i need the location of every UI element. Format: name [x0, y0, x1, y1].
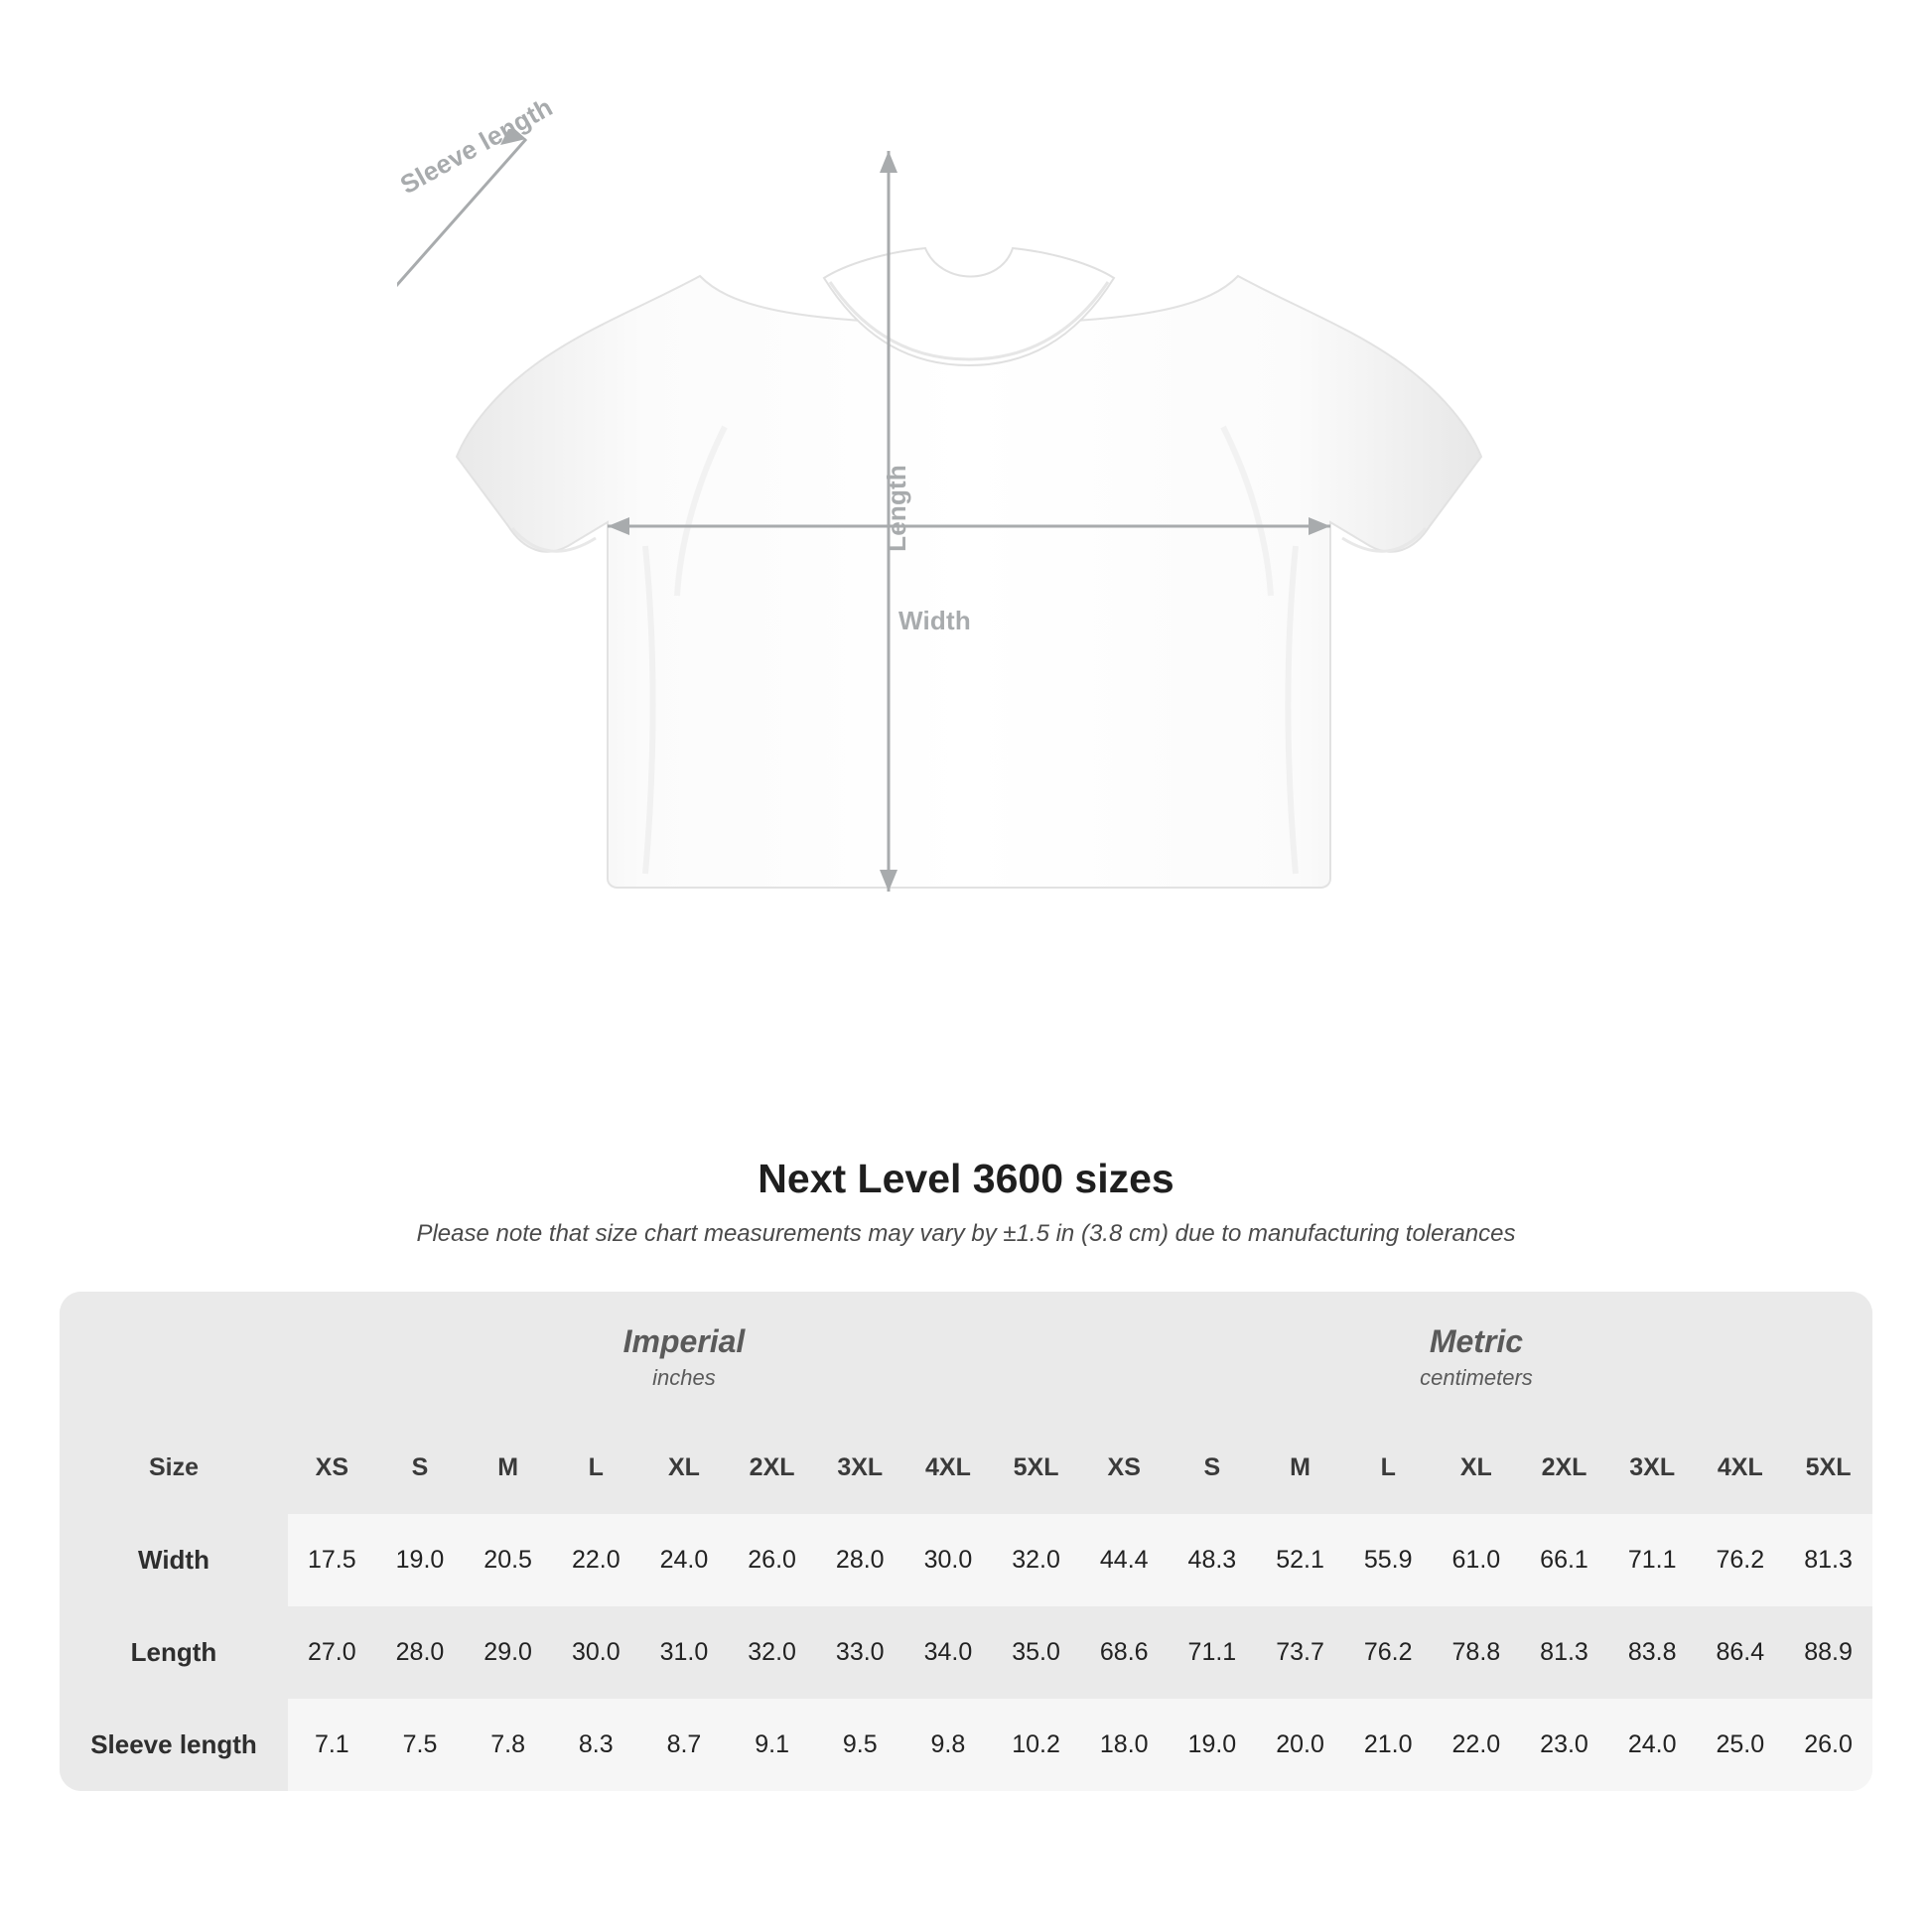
size-header-cell: S — [1169, 1422, 1257, 1514]
cell: 30.0 — [904, 1514, 993, 1606]
row-label-length: Length — [60, 1606, 288, 1699]
size-header-cell: L — [552, 1422, 640, 1514]
cell: 7.1 — [288, 1699, 376, 1791]
cell: 71.1 — [1608, 1514, 1697, 1606]
cell: 17.5 — [288, 1514, 376, 1606]
cell: 20.5 — [464, 1514, 552, 1606]
size-header-cell: 4XL — [1697, 1422, 1785, 1514]
size-header-cell: 4XL — [904, 1422, 993, 1514]
cell: 9.5 — [816, 1699, 904, 1791]
cell: 76.2 — [1697, 1514, 1785, 1606]
unit-group-metric-sub: centimeters — [1420, 1365, 1533, 1390]
cell: 8.3 — [552, 1699, 640, 1791]
cell: 25.0 — [1697, 1699, 1785, 1791]
length-label: Length — [882, 465, 911, 552]
cell: 27.0 — [288, 1606, 376, 1699]
cell: 35.0 — [992, 1606, 1080, 1699]
cell: 34.0 — [904, 1606, 993, 1699]
size-header-cell: S — [376, 1422, 465, 1514]
tolerance-note: Please note that size chart measurements may vary by ±1.5 in (3.8 cm) due to manufacturing tolerances — [416, 1220, 1516, 1247]
cell: 66.1 — [1520, 1514, 1608, 1606]
cell: 31.0 — [640, 1606, 729, 1699]
cell: 86.4 — [1697, 1606, 1785, 1699]
title-block — [0, 1156, 1932, 1248]
cell: 32.0 — [728, 1606, 816, 1699]
size-header-cell: 2XL — [1520, 1422, 1608, 1514]
cell: 28.0 — [816, 1514, 904, 1606]
size-header-cell: XS — [288, 1422, 376, 1514]
size-header-cell: M — [464, 1422, 552, 1514]
sleeve-length-label: Sleeve length — [395, 91, 558, 201]
table-row — [60, 1699, 1872, 1791]
cell: 7.5 — [376, 1699, 465, 1791]
cell: 83.8 — [1608, 1606, 1697, 1699]
row-header-size: Size — [60, 1422, 288, 1514]
cell: 8.7 — [640, 1699, 729, 1791]
cell: 26.0 — [1784, 1699, 1872, 1791]
table-row — [60, 1606, 1872, 1699]
cell: 33.0 — [816, 1606, 904, 1699]
cell: 21.0 — [1344, 1699, 1433, 1791]
unit-group-metric — [1080, 1292, 1872, 1422]
cell: 71.1 — [1169, 1606, 1257, 1699]
cell: 9.1 — [728, 1699, 816, 1791]
cell: 88.9 — [1784, 1606, 1872, 1699]
table-row — [60, 1514, 1872, 1606]
cell: 55.9 — [1344, 1514, 1433, 1606]
cell: 76.2 — [1344, 1606, 1433, 1699]
cell: 61.0 — [1433, 1514, 1521, 1606]
cell: 81.3 — [1520, 1606, 1608, 1699]
cell: 9.8 — [904, 1699, 993, 1791]
unit-group-imperial-sub: inches — [652, 1365, 716, 1390]
cell: 7.8 — [464, 1699, 552, 1791]
size-header-cell: XS — [1080, 1422, 1169, 1514]
width-label: Width — [898, 606, 971, 635]
cell: 68.6 — [1080, 1606, 1169, 1699]
cell: 81.3 — [1784, 1514, 1872, 1606]
unit-group-header-row — [60, 1292, 1872, 1422]
cell: 24.0 — [1608, 1699, 1697, 1791]
cell: 32.0 — [992, 1514, 1080, 1606]
unit-group-spacer — [60, 1292, 288, 1422]
size-header-cell: 5XL — [1784, 1422, 1872, 1514]
cell: 78.8 — [1433, 1606, 1521, 1699]
cell: 29.0 — [464, 1606, 552, 1699]
cell: 23.0 — [1520, 1699, 1608, 1791]
cell: 30.0 — [552, 1606, 640, 1699]
cell: 22.0 — [1433, 1699, 1521, 1791]
cell: 73.7 — [1256, 1606, 1344, 1699]
size-header-cell: 5XL — [992, 1422, 1080, 1514]
size-header-cell: XL — [1433, 1422, 1521, 1514]
size-header-cell: 3XL — [816, 1422, 904, 1514]
cell: 20.0 — [1256, 1699, 1344, 1791]
unit-group-metric-name: Metric — [1429, 1323, 1524, 1359]
cell: 22.0 — [552, 1514, 640, 1606]
unit-group-imperial — [288, 1292, 1080, 1422]
size-header-cell: XL — [640, 1422, 729, 1514]
cell: 19.0 — [376, 1514, 465, 1606]
cell: 26.0 — [728, 1514, 816, 1606]
size-header-row — [60, 1422, 1872, 1514]
cell: 10.2 — [992, 1699, 1080, 1791]
size-chart-table-container — [60, 1292, 1872, 1791]
cell: 24.0 — [640, 1514, 729, 1606]
cell: 18.0 — [1080, 1699, 1169, 1791]
page-title: Next Level 3600 sizes — [758, 1156, 1174, 1201]
cell: 19.0 — [1169, 1699, 1257, 1791]
size-chart-table — [60, 1292, 1872, 1791]
cell: 48.3 — [1169, 1514, 1257, 1606]
unit-group-imperial-name: Imperial — [622, 1323, 746, 1359]
cell: 52.1 — [1256, 1514, 1344, 1606]
size-header-cell: 2XL — [728, 1422, 816, 1514]
size-header-cell: L — [1344, 1422, 1433, 1514]
row-label-sleeve-length: Sleeve length — [60, 1699, 288, 1791]
cell: 44.4 — [1080, 1514, 1169, 1606]
size-header-cell: M — [1256, 1422, 1344, 1514]
row-label-width: Width — [60, 1514, 288, 1606]
cell: 28.0 — [376, 1606, 465, 1699]
size-header-cell: 3XL — [1608, 1422, 1697, 1514]
